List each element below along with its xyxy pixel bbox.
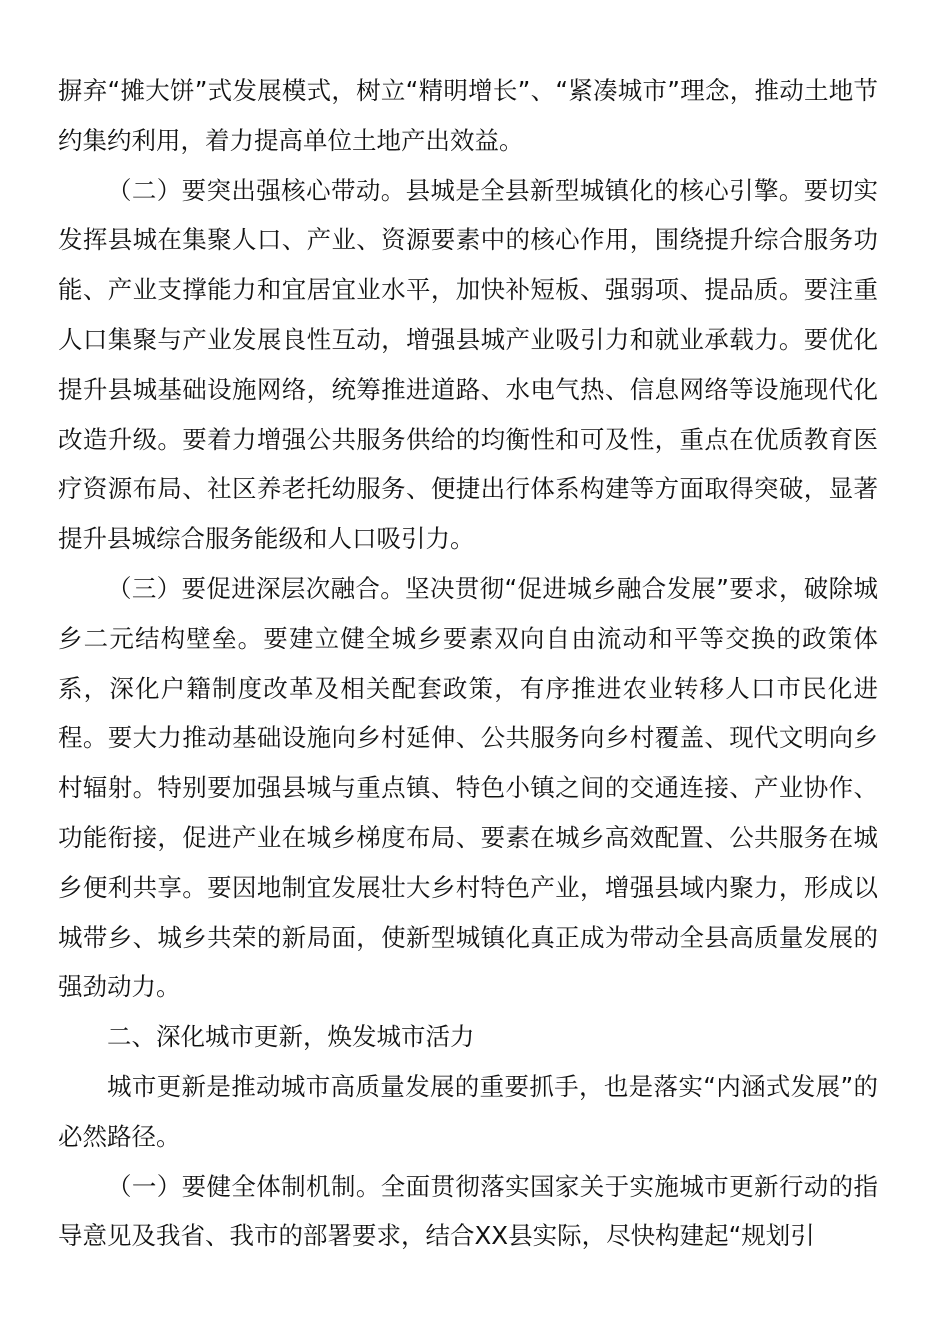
document-body	[58, 66, 878, 1261]
paragraph-core-driving: （二）要突出强核心带动。县城是全县新型城镇化的核心引擎。要切实发挥县城在集聚人口、产业、资源要素中的核心作用，围绕提升综合服务功能、产业支撑能力和宜居宜业水平，加快补短板、强弱项、提品质。要注重人口集聚与产业发展良性互动，增强县城产业吸引力和就业承载力。要优化提升县城基础设施网络，统筹推进道路、水电气热、信息网络等设施现代化改造升级。要着力增强公共服务供给的均衡性和可及性，重点在优质教育医疗资源布局、社区养老托幼服务、便捷出行体系构建等方面取得突破，显著提升县城综合服务能级和人口吸引力。	[58, 175, 878, 554]
paragraph-continuation: 摒弃“摊大饼”式发展模式，树立“精明增长”、“紧凑城市”理念，推动土地节约集约利用，着力提高单位土地产出效益。	[58, 76, 878, 155]
paragraph-institutional-mechanism: （一）要健全体制机制。全面贯彻落实国家关于实施城市更新行动的指导意见及我省、我市的部署要求，结合XX县实际，尽快构建起“规划引	[58, 1171, 878, 1251]
paragraph-deep-integration: （三）要促进深层次融合。坚决贯彻“促进城乡融合发展”要求，破除城乡二元结构壁垒。要建立健全城乡要素双向自由流动和平等交换的政策体系，深化户籍制度改革及相关配套政策，有序推进农业转移人口市民化进程。要大力推动基础设施向乡村延伸、公共服务向乡村覆盖、现代文明向乡村辐射。特别要加强县城与重点镇、特色小镇之间的交通连接、产业协作、功能衔接，促进产业在城乡梯度布局、要素在城乡高效配置、公共服务在城乡便利共享。要因地制宜发展壮大乡村特色产业，增强县域内聚力，形成以城带乡、城乡共荣的新局面，使新型城镇化真正成为带动全县高质量发展的强劲动力。	[58, 573, 878, 1002]
paragraph-urban-renewal-intro: 城市更新是推动城市高质量发展的重要抓手，也是落实“内涵式发展”的必然路径。	[58, 1071, 878, 1151]
section-heading-urban-renewal: 二、深化城市更新，焕发城市活力	[107, 1022, 475, 1052]
